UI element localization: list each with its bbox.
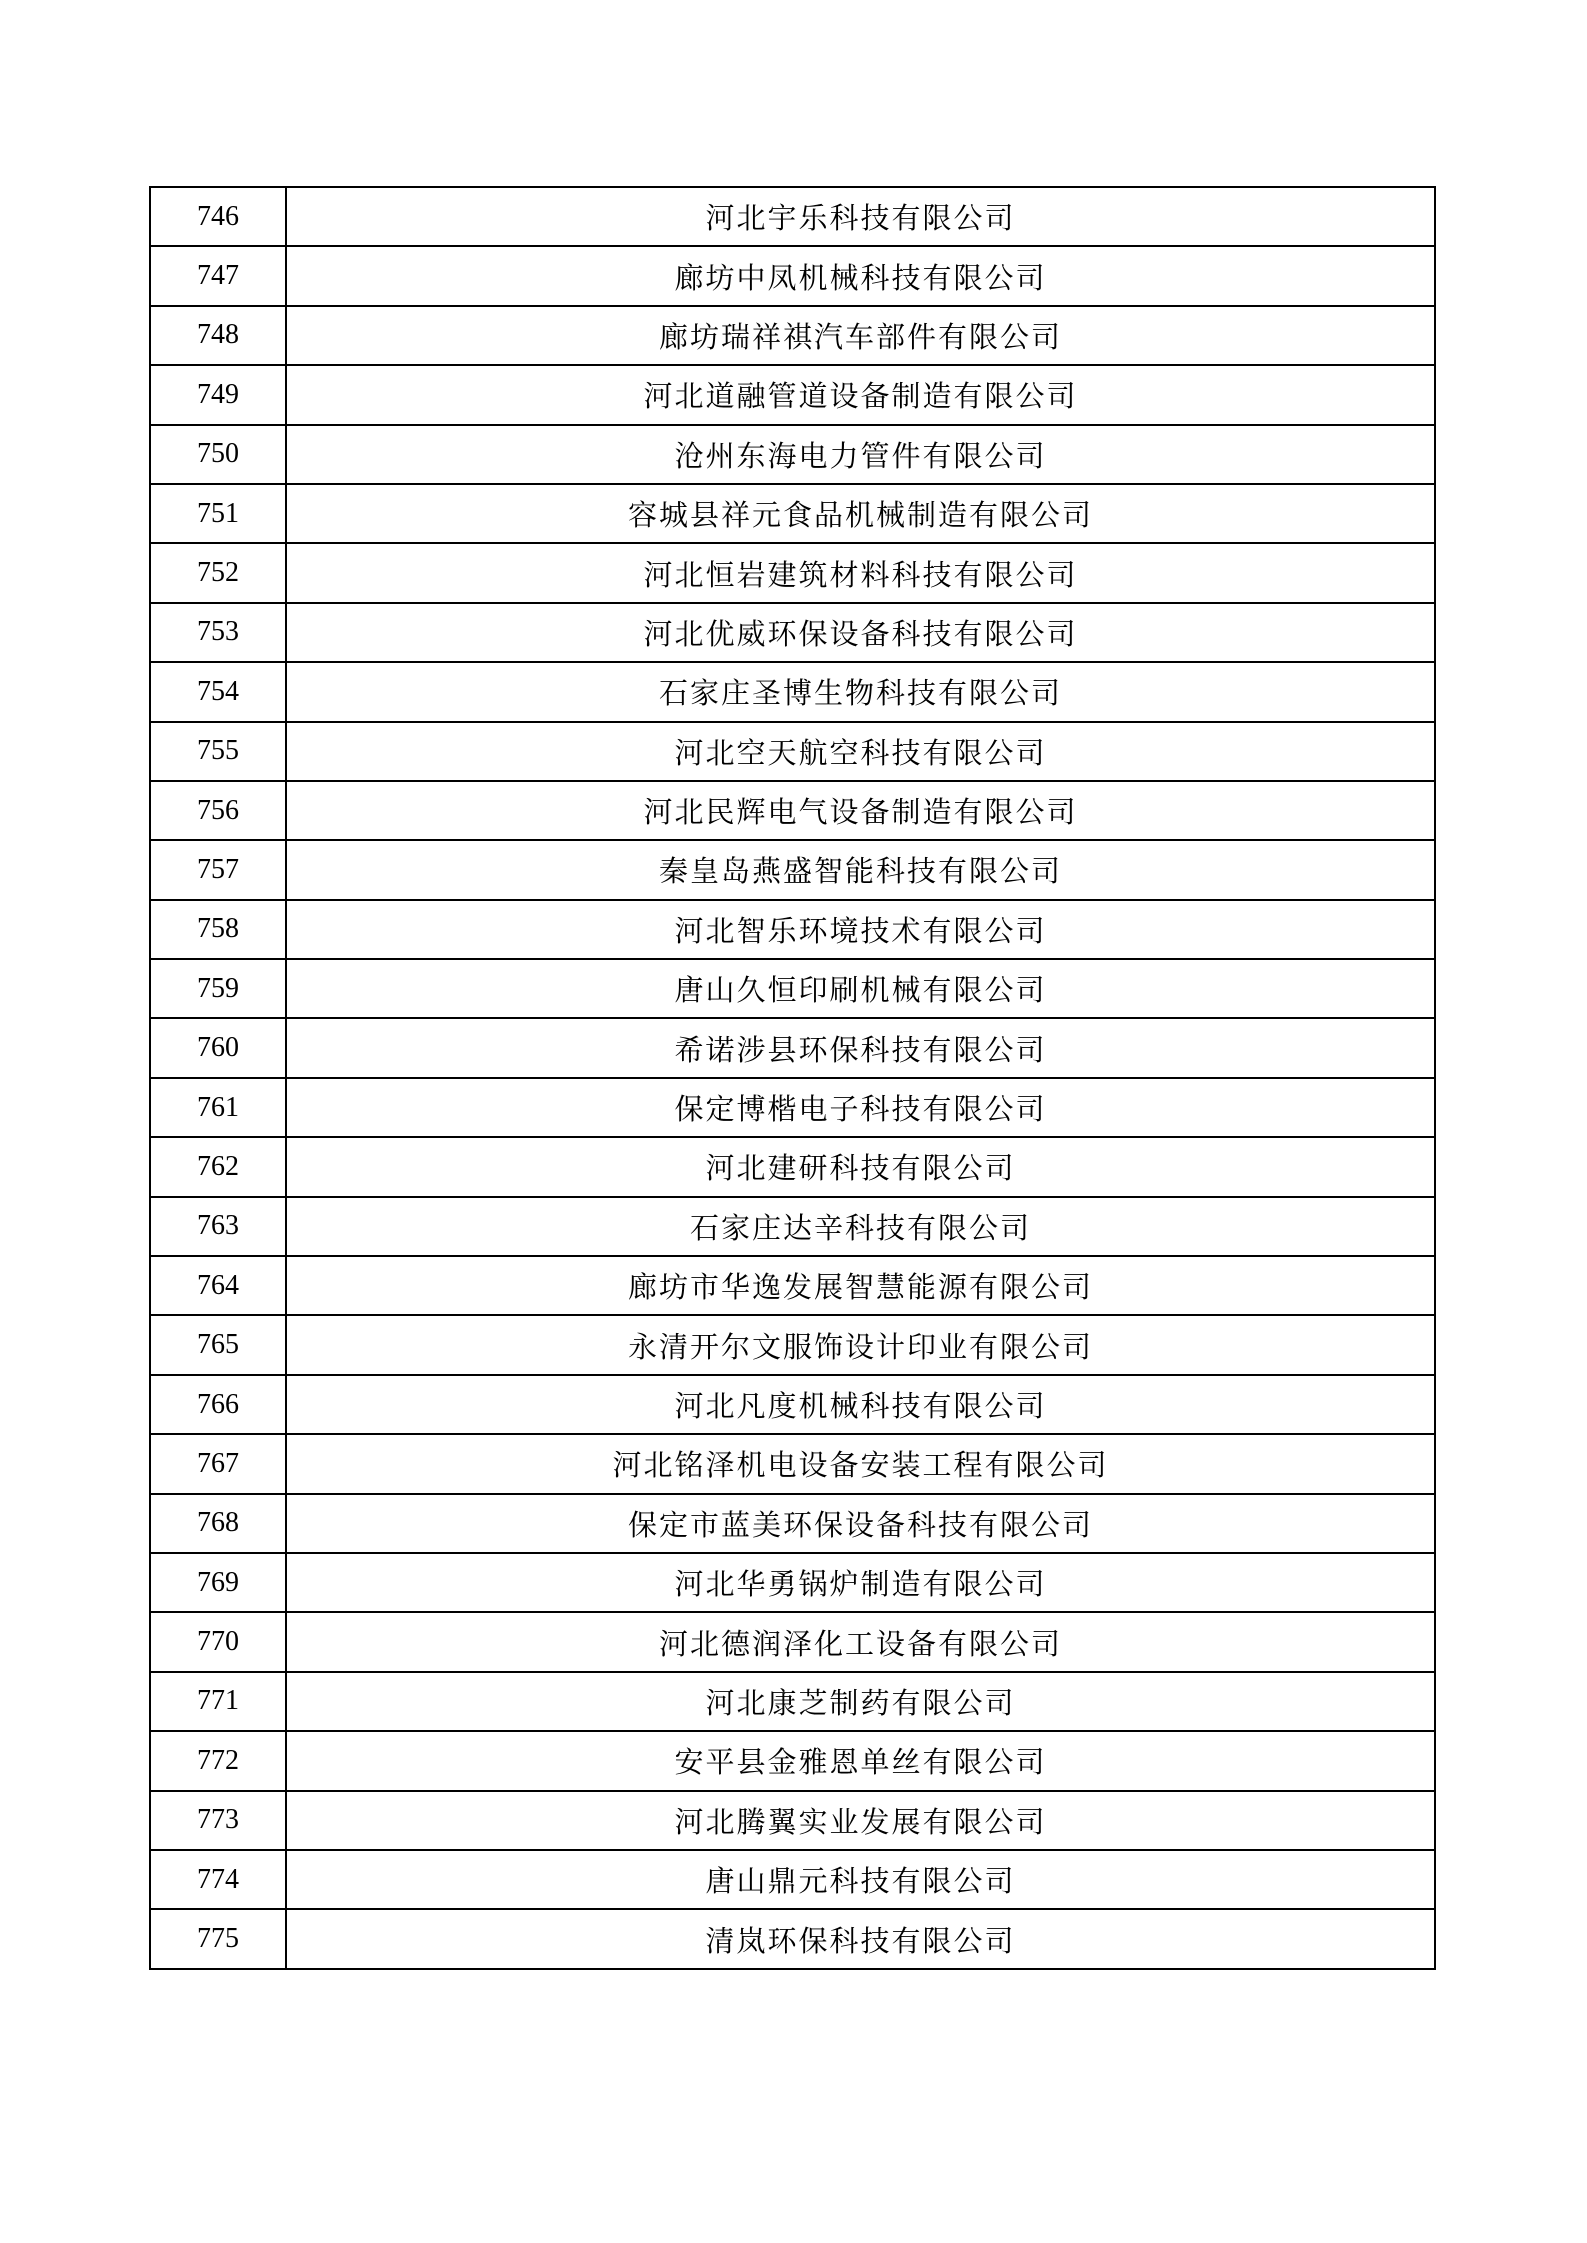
- row-number-cell: 773: [150, 1791, 286, 1850]
- table-row: [150, 959, 1435, 1018]
- row-number-cell: 770: [150, 1612, 286, 1671]
- row-number-cell: 752: [150, 543, 286, 602]
- table-row: [150, 1137, 1435, 1196]
- company-name-cell: 清岚环保科技有限公司: [286, 1909, 1435, 1968]
- company-name-cell: 河北康芝制药有限公司: [286, 1672, 1435, 1731]
- company-name-cell: 河北凡度机械科技有限公司: [286, 1375, 1435, 1434]
- company-name-cell: 廊坊中凤机械科技有限公司: [286, 246, 1435, 305]
- company-name-cell: 河北建研科技有限公司: [286, 1137, 1435, 1196]
- company-name-cell: 河北道融管道设备制造有限公司: [286, 365, 1435, 424]
- company-name-cell: 石家庄圣博生物科技有限公司: [286, 662, 1435, 721]
- table-row: [150, 365, 1435, 424]
- company-name-cell: 保定博楷电子科技有限公司: [286, 1078, 1435, 1137]
- row-number-cell: 751: [150, 484, 286, 543]
- company-name-cell: 秦皇岛燕盛智能科技有限公司: [286, 840, 1435, 899]
- row-number-cell: 757: [150, 840, 286, 899]
- table-row: [150, 662, 1435, 721]
- table-row: [150, 1434, 1435, 1493]
- row-number-cell: 769: [150, 1553, 286, 1612]
- table-row: [150, 1197, 1435, 1256]
- table-row: [150, 1791, 1435, 1850]
- row-number-cell: 767: [150, 1434, 286, 1493]
- table-row: [150, 1018, 1435, 1077]
- company-list-table: [149, 186, 1436, 1970]
- company-name-cell: 河北恒岩建筑材料科技有限公司: [286, 543, 1435, 602]
- company-name-cell: 希诺涉县环保科技有限公司: [286, 1018, 1435, 1077]
- table-row: [150, 900, 1435, 959]
- row-number-cell: 774: [150, 1850, 286, 1909]
- table-row: [150, 484, 1435, 543]
- table-row: [150, 306, 1435, 365]
- table-row: [150, 425, 1435, 484]
- company-name-cell: 河北华勇锅炉制造有限公司: [286, 1553, 1435, 1612]
- table-row: [150, 1612, 1435, 1671]
- row-number-cell: 762: [150, 1137, 286, 1196]
- company-name-cell: 河北优威环保设备科技有限公司: [286, 603, 1435, 662]
- company-name-cell: 河北德润泽化工设备有限公司: [286, 1612, 1435, 1671]
- table-row: [150, 1672, 1435, 1731]
- table-row: [150, 781, 1435, 840]
- table-row: [150, 1850, 1435, 1909]
- table-row: [150, 1553, 1435, 1612]
- row-number-cell: 766: [150, 1375, 286, 1434]
- row-number-cell: 747: [150, 246, 286, 305]
- table-row: [150, 722, 1435, 781]
- company-name-cell: 永清开尔文服饰设计印业有限公司: [286, 1315, 1435, 1374]
- company-name-cell: 河北腾翼实业发展有限公司: [286, 1791, 1435, 1850]
- row-number-cell: 760: [150, 1018, 286, 1077]
- table-row: [150, 603, 1435, 662]
- company-name-cell: 保定市蓝美环保设备科技有限公司: [286, 1494, 1435, 1553]
- row-number-cell: 754: [150, 662, 286, 721]
- company-name-cell: 河北民辉电气设备制造有限公司: [286, 781, 1435, 840]
- table-row: [150, 1494, 1435, 1553]
- table-row: [150, 1256, 1435, 1315]
- row-number-cell: 758: [150, 900, 286, 959]
- row-number-cell: 759: [150, 959, 286, 1018]
- company-name-cell: 河北空天航空科技有限公司: [286, 722, 1435, 781]
- table-row: [150, 1375, 1435, 1434]
- table-row: [150, 840, 1435, 899]
- table-row: [150, 1909, 1435, 1968]
- table-row: [150, 543, 1435, 602]
- table-row: [150, 187, 1435, 246]
- company-name-cell: 河北宇乐科技有限公司: [286, 187, 1435, 246]
- row-number-cell: 765: [150, 1315, 286, 1374]
- table-body: [150, 187, 1435, 1969]
- row-number-cell: 768: [150, 1494, 286, 1553]
- company-name-cell: 唐山鼎元科技有限公司: [286, 1850, 1435, 1909]
- table-row: [150, 1078, 1435, 1137]
- row-number-cell: 746: [150, 187, 286, 246]
- row-number-cell: 755: [150, 722, 286, 781]
- company-name-cell: 安平县金雅恩单丝有限公司: [286, 1731, 1435, 1790]
- company-name-cell: 廊坊瑞祥祺汽车部件有限公司: [286, 306, 1435, 365]
- table-row: [150, 1731, 1435, 1790]
- row-number-cell: 753: [150, 603, 286, 662]
- table-row: [150, 1315, 1435, 1374]
- company-name-cell: 唐山久恒印刷机械有限公司: [286, 959, 1435, 1018]
- row-number-cell: 775: [150, 1909, 286, 1968]
- company-name-cell: 石家庄达辛科技有限公司: [286, 1197, 1435, 1256]
- row-number-cell: 761: [150, 1078, 286, 1137]
- company-name-cell: 河北智乐环境技术有限公司: [286, 900, 1435, 959]
- row-number-cell: 772: [150, 1731, 286, 1790]
- row-number-cell: 763: [150, 1197, 286, 1256]
- row-number-cell: 756: [150, 781, 286, 840]
- company-name-cell: 廊坊市华逸发展智慧能源有限公司: [286, 1256, 1435, 1315]
- table-row: [150, 246, 1435, 305]
- row-number-cell: 749: [150, 365, 286, 424]
- company-name-cell: 河北铭泽机电设备安装工程有限公司: [286, 1434, 1435, 1493]
- row-number-cell: 750: [150, 425, 286, 484]
- row-number-cell: 764: [150, 1256, 286, 1315]
- company-name-cell: 沧州东海电力管件有限公司: [286, 425, 1435, 484]
- row-number-cell: 748: [150, 306, 286, 365]
- company-name-cell: 容城县祥元食品机械制造有限公司: [286, 484, 1435, 543]
- row-number-cell: 771: [150, 1672, 286, 1731]
